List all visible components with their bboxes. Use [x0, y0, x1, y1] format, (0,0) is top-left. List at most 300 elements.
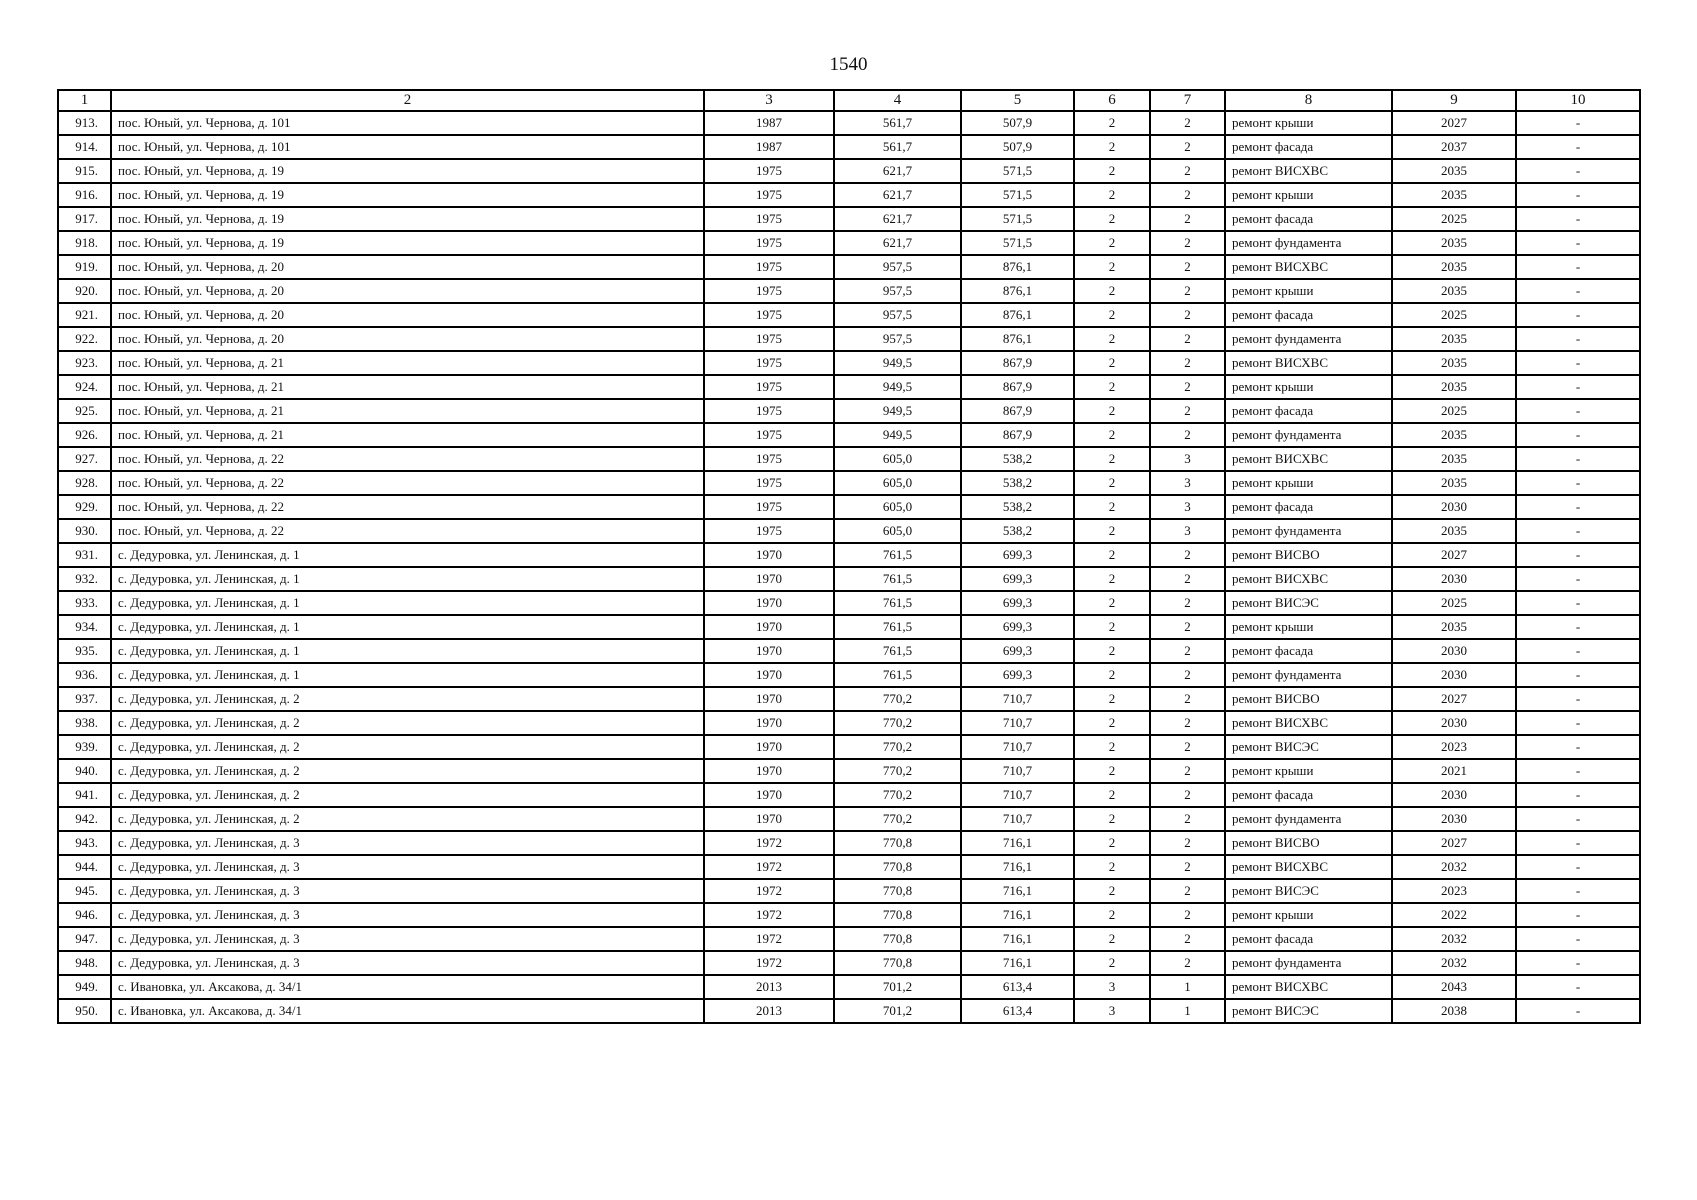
table-cell-col-9: 2035 — [1392, 327, 1516, 351]
table-cell-col-7: 2 — [1150, 543, 1225, 567]
table-cell-col-9: 2035 — [1392, 615, 1516, 639]
table-cell-col-10: - — [1516, 999, 1640, 1023]
table-cell-col-10: - — [1516, 327, 1640, 351]
table-cell-col-1: 921. — [58, 303, 111, 327]
table-cell-col-1: 949. — [58, 975, 111, 999]
table-cell-col-1: 944. — [58, 855, 111, 879]
table-cell-col-2: пос. Юный, ул. Чернова, д. 101 — [111, 111, 704, 135]
table-cell-col-6: 2 — [1074, 399, 1150, 423]
table-cell-col-1: 932. — [58, 567, 111, 591]
table-cell-col-1: 920. — [58, 279, 111, 303]
table-cell-col-7: 2 — [1150, 351, 1225, 375]
table-cell-col-10: - — [1516, 735, 1640, 759]
table-cell-col-9: 2035 — [1392, 231, 1516, 255]
table-cell-col-7: 2 — [1150, 135, 1225, 159]
table-cell-col-9: 2035 — [1392, 471, 1516, 495]
table-cell-col-5: 710,7 — [961, 711, 1074, 735]
table-cell-col-5: 699,3 — [961, 567, 1074, 591]
table-cell-col-5: 507,9 — [961, 111, 1074, 135]
table-row — [58, 231, 1640, 255]
table-cell-col-1: 941. — [58, 783, 111, 807]
table-cell-col-7: 2 — [1150, 111, 1225, 135]
table-cell-col-3: 1975 — [704, 471, 834, 495]
table-row — [58, 591, 1640, 615]
table-cell-col-3: 2013 — [704, 999, 834, 1023]
table-cell-col-1: 923. — [58, 351, 111, 375]
table-cell-col-2: с. Дедуровка, ул. Ленинская, д. 1 — [111, 591, 704, 615]
table-cell-col-8: ремонт ВИСЭС — [1225, 591, 1392, 615]
table-cell-col-2: пос. Юный, ул. Чернова, д. 22 — [111, 495, 704, 519]
table-cell-col-3: 1975 — [704, 519, 834, 543]
table-cell-col-9: 2035 — [1392, 519, 1516, 543]
table-cell-col-9: 2025 — [1392, 303, 1516, 327]
table-cell-col-5: 867,9 — [961, 375, 1074, 399]
table-cell-col-2: пос. Юный, ул. Чернова, д. 21 — [111, 399, 704, 423]
table-cell-col-6: 2 — [1074, 807, 1150, 831]
table-cell-col-5: 716,1 — [961, 951, 1074, 975]
table-cell-col-7: 2 — [1150, 567, 1225, 591]
table-cell-col-3: 1975 — [704, 375, 834, 399]
table-cell-col-2: с. Дедуровка, ул. Ленинская, д. 2 — [111, 783, 704, 807]
table-cell-col-1: 950. — [58, 999, 111, 1023]
table-cell-col-4: 761,5 — [834, 663, 961, 687]
table-cell-col-7: 3 — [1150, 495, 1225, 519]
table-cell-col-4: 770,8 — [834, 855, 961, 879]
table-cell-col-6: 2 — [1074, 375, 1150, 399]
table-cell-col-6: 2 — [1074, 663, 1150, 687]
table-cell-col-10: - — [1516, 279, 1640, 303]
table-cell-col-1: 937. — [58, 687, 111, 711]
table-cell-col-8: ремонт фасада — [1225, 207, 1392, 231]
table-cell-col-2: пос. Юный, ул. Чернова, д. 19 — [111, 231, 704, 255]
table-cell-col-6: 2 — [1074, 183, 1150, 207]
table-cell-col-8: ремонт фундамента — [1225, 951, 1392, 975]
table-cell-col-7: 2 — [1150, 615, 1225, 639]
table-cell-col-8: ремонт фундамента — [1225, 423, 1392, 447]
table-cell-col-2: пос. Юный, ул. Чернова, д. 19 — [111, 183, 704, 207]
table-cell-col-3: 1975 — [704, 423, 834, 447]
table-cell-col-8: ремонт фасада — [1225, 135, 1392, 159]
table-cell-col-6: 2 — [1074, 423, 1150, 447]
table-cell-col-3: 1975 — [704, 447, 834, 471]
column-header-7: 7 — [1150, 90, 1225, 111]
table-row — [58, 327, 1640, 351]
table-cell-col-10: - — [1516, 135, 1640, 159]
column-header-4: 4 — [834, 90, 961, 111]
table-cell-col-8: ремонт ВИСХВС — [1225, 855, 1392, 879]
table-cell-col-7: 3 — [1150, 447, 1225, 471]
table-cell-col-7: 2 — [1150, 231, 1225, 255]
table-cell-col-8: ремонт крыши — [1225, 111, 1392, 135]
table-cell-col-3: 1970 — [704, 591, 834, 615]
table-cell-col-7: 2 — [1150, 159, 1225, 183]
column-header-8: 8 — [1225, 90, 1392, 111]
table-cell-col-2: с. Дедуровка, ул. Ленинская, д. 2 — [111, 687, 704, 711]
table-cell-col-1: 914. — [58, 135, 111, 159]
table-cell-col-3: 1975 — [704, 399, 834, 423]
table-cell-col-7: 2 — [1150, 927, 1225, 951]
table-cell-col-5: 538,2 — [961, 495, 1074, 519]
table-cell-col-8: ремонт фундамента — [1225, 519, 1392, 543]
table-cell-col-5: 716,1 — [961, 927, 1074, 951]
table-cell-col-9: 2030 — [1392, 567, 1516, 591]
table-cell-col-4: 957,5 — [834, 303, 961, 327]
table-cell-col-3: 1970 — [704, 543, 834, 567]
table-cell-col-1: 919. — [58, 255, 111, 279]
table-cell-col-5: 867,9 — [961, 399, 1074, 423]
table-cell-col-5: 507,9 — [961, 135, 1074, 159]
table-cell-col-5: 571,5 — [961, 231, 1074, 255]
table-cell-col-9: 2021 — [1392, 759, 1516, 783]
table-cell-col-6: 2 — [1074, 687, 1150, 711]
table-cell-col-10: - — [1516, 807, 1640, 831]
table-cell-col-10: - — [1516, 231, 1640, 255]
table-cell-col-5: 538,2 — [961, 519, 1074, 543]
table-cell-col-5: 571,5 — [961, 159, 1074, 183]
table-cell-col-7: 2 — [1150, 591, 1225, 615]
table-cell-col-6: 2 — [1074, 447, 1150, 471]
table-cell-col-5: 699,3 — [961, 663, 1074, 687]
table-cell-col-9: 2035 — [1392, 183, 1516, 207]
table-cell-col-5: 876,1 — [961, 327, 1074, 351]
table-cell-col-1: 913. — [58, 111, 111, 135]
table-cell-col-2: пос. Юный, ул. Чернова, д. 20 — [111, 255, 704, 279]
table-cell-col-4: 761,5 — [834, 615, 961, 639]
table-cell-col-10: - — [1516, 399, 1640, 423]
table-cell-col-7: 2 — [1150, 327, 1225, 351]
table-row — [58, 255, 1640, 279]
table-cell-col-10: - — [1516, 927, 1640, 951]
table-cell-col-6: 2 — [1074, 879, 1150, 903]
table-row — [58, 999, 1640, 1023]
table-cell-col-10: - — [1516, 711, 1640, 735]
table-cell-col-9: 2022 — [1392, 903, 1516, 927]
table-cell-col-4: 949,5 — [834, 423, 961, 447]
table-cell-col-2: с. Дедуровка, ул. Ленинская, д. 3 — [111, 879, 704, 903]
table-cell-col-3: 1972 — [704, 951, 834, 975]
table-cell-col-10: - — [1516, 423, 1640, 447]
table-cell-col-10: - — [1516, 639, 1640, 663]
table-cell-col-4: 949,5 — [834, 399, 961, 423]
table-cell-col-7: 2 — [1150, 831, 1225, 855]
column-header-1: 1 — [58, 90, 111, 111]
table-cell-col-1: 946. — [58, 903, 111, 927]
table-row — [58, 567, 1640, 591]
table-cell-col-10: - — [1516, 303, 1640, 327]
table-cell-col-1: 939. — [58, 735, 111, 759]
table-row — [58, 759, 1640, 783]
table-cell-col-2: пос. Юный, ул. Чернова, д. 19 — [111, 207, 704, 231]
table-cell-col-4: 770,2 — [834, 735, 961, 759]
table-cell-col-5: 867,9 — [961, 423, 1074, 447]
table-cell-col-8: ремонт фасада — [1225, 495, 1392, 519]
table-row — [58, 519, 1640, 543]
table-row — [58, 423, 1640, 447]
table-cell-col-7: 2 — [1150, 423, 1225, 447]
table-cell-col-3: 1987 — [704, 135, 834, 159]
table-cell-col-8: ремонт крыши — [1225, 279, 1392, 303]
table-cell-col-1: 929. — [58, 495, 111, 519]
table-header — [58, 90, 1640, 111]
table-cell-col-5: 876,1 — [961, 303, 1074, 327]
table-cell-col-3: 1975 — [704, 495, 834, 519]
table-cell-col-3: 1970 — [704, 783, 834, 807]
table-cell-col-4: 621,7 — [834, 207, 961, 231]
table-cell-col-9: 2030 — [1392, 783, 1516, 807]
table-cell-col-10: - — [1516, 447, 1640, 471]
table-cell-col-4: 770,2 — [834, 759, 961, 783]
table-row — [58, 855, 1640, 879]
table-cell-col-9: 2037 — [1392, 135, 1516, 159]
table-row — [58, 159, 1640, 183]
table-row — [58, 351, 1640, 375]
table-cell-col-1: 927. — [58, 447, 111, 471]
table-cell-col-6: 2 — [1074, 783, 1150, 807]
table-cell-col-2: с. Дедуровка, ул. Ленинская, д. 2 — [111, 735, 704, 759]
table-cell-col-4: 957,5 — [834, 327, 961, 351]
table-cell-col-5: 876,1 — [961, 279, 1074, 303]
table-row — [58, 735, 1640, 759]
table-cell-col-4: 770,8 — [834, 951, 961, 975]
table-cell-col-7: 2 — [1150, 711, 1225, 735]
table-cell-col-10: - — [1516, 111, 1640, 135]
table-cell-col-2: с. Дедуровка, ул. Ленинская, д. 3 — [111, 831, 704, 855]
table-cell-col-6: 2 — [1074, 711, 1150, 735]
table-cell-col-10: - — [1516, 975, 1640, 999]
table-cell-col-1: 942. — [58, 807, 111, 831]
table-cell-col-8: ремонт крыши — [1225, 615, 1392, 639]
table-cell-col-7: 2 — [1150, 879, 1225, 903]
table-cell-col-6: 2 — [1074, 735, 1150, 759]
column-header-2: 2 — [111, 90, 704, 111]
table-cell-col-3: 1975 — [704, 327, 834, 351]
table-cell-col-9: 2035 — [1392, 375, 1516, 399]
table-cell-col-6: 2 — [1074, 567, 1150, 591]
table-cell-col-4: 770,8 — [834, 831, 961, 855]
table-cell-col-2: с. Дедуровка, ул. Ленинская, д. 1 — [111, 567, 704, 591]
table-cell-col-1: 931. — [58, 543, 111, 567]
table-cell-col-6: 2 — [1074, 927, 1150, 951]
table-cell-col-2: с. Ивановка, ул. Аксакова, д. 34/1 — [111, 999, 704, 1023]
table-cell-col-10: - — [1516, 687, 1640, 711]
table-cell-col-6: 2 — [1074, 639, 1150, 663]
table-cell-col-5: 613,4 — [961, 975, 1074, 999]
table-cell-col-4: 761,5 — [834, 591, 961, 615]
table-cell-col-6: 2 — [1074, 855, 1150, 879]
table-cell-col-4: 770,2 — [834, 807, 961, 831]
table-cell-col-6: 2 — [1074, 327, 1150, 351]
table-cell-col-2: пос. Юный, ул. Чернова, д. 20 — [111, 327, 704, 351]
table-cell-col-3: 1987 — [704, 111, 834, 135]
table-cell-col-1: 925. — [58, 399, 111, 423]
table-cell-col-5: 716,1 — [961, 879, 1074, 903]
table-cell-col-8: ремонт ВИСХВС — [1225, 255, 1392, 279]
table-cell-col-4: 761,5 — [834, 639, 961, 663]
table-cell-col-7: 1 — [1150, 975, 1225, 999]
table-cell-col-7: 2 — [1150, 399, 1225, 423]
table-cell-col-6: 2 — [1074, 303, 1150, 327]
table-cell-col-2: пос. Юный, ул. Чернова, д. 21 — [111, 351, 704, 375]
table-cell-col-5: 538,2 — [961, 471, 1074, 495]
table-cell-col-8: ремонт ВИСЭС — [1225, 999, 1392, 1023]
table-cell-col-1: 930. — [58, 519, 111, 543]
table-cell-col-2: с. Дедуровка, ул. Ленинская, д. 3 — [111, 951, 704, 975]
table-cell-col-5: 699,3 — [961, 639, 1074, 663]
table-cell-col-7: 2 — [1150, 759, 1225, 783]
table-cell-col-4: 561,7 — [834, 111, 961, 135]
table-cell-col-1: 943. — [58, 831, 111, 855]
table-cell-col-9: 2032 — [1392, 927, 1516, 951]
table-cell-col-1: 945. — [58, 879, 111, 903]
table-cell-col-7: 2 — [1150, 855, 1225, 879]
table-cell-col-5: 710,7 — [961, 759, 1074, 783]
table-cell-col-2: пос. Юный, ул. Чернова, д. 21 — [111, 423, 704, 447]
table-cell-col-4: 605,0 — [834, 447, 961, 471]
table-cell-col-10: - — [1516, 591, 1640, 615]
table-cell-col-4: 957,5 — [834, 279, 961, 303]
table-cell-col-5: 716,1 — [961, 831, 1074, 855]
table-cell-col-4: 605,0 — [834, 519, 961, 543]
table-cell-col-2: с. Дедуровка, ул. Ленинская, д. 3 — [111, 927, 704, 951]
table-cell-col-10: - — [1516, 255, 1640, 279]
table-cell-col-5: 876,1 — [961, 255, 1074, 279]
table-cell-col-1: 916. — [58, 183, 111, 207]
table-cell-col-6: 2 — [1074, 351, 1150, 375]
table-cell-col-7: 2 — [1150, 639, 1225, 663]
table-cell-col-9: 2030 — [1392, 807, 1516, 831]
table-cell-col-10: - — [1516, 159, 1640, 183]
table-cell-col-7: 2 — [1150, 903, 1225, 927]
table-cell-col-5: 867,9 — [961, 351, 1074, 375]
table-cell-col-2: пос. Юный, ул. Чернова, д. 20 — [111, 303, 704, 327]
table-cell-col-9: 2030 — [1392, 663, 1516, 687]
table-cell-col-4: 561,7 — [834, 135, 961, 159]
table-cell-col-9: 2025 — [1392, 399, 1516, 423]
table-cell-col-6: 2 — [1074, 159, 1150, 183]
table-cell-col-7: 2 — [1150, 951, 1225, 975]
table-cell-col-9: 2032 — [1392, 855, 1516, 879]
table-cell-col-10: - — [1516, 903, 1640, 927]
table-row — [58, 375, 1640, 399]
table-cell-col-8: ремонт крыши — [1225, 471, 1392, 495]
table-cell-col-3: 1970 — [704, 663, 834, 687]
table-cell-col-3: 1970 — [704, 711, 834, 735]
table-cell-col-4: 770,8 — [834, 927, 961, 951]
table-cell-col-10: - — [1516, 351, 1640, 375]
table-cell-col-10: - — [1516, 951, 1640, 975]
register-table — [57, 89, 1641, 1024]
table-cell-col-2: с. Дедуровка, ул. Ленинская, д. 2 — [111, 807, 704, 831]
table-cell-col-2: с. Дедуровка, ул. Ленинская, д. 1 — [111, 663, 704, 687]
table-cell-col-3: 1970 — [704, 687, 834, 711]
table-cell-col-3: 1975 — [704, 231, 834, 255]
table-cell-col-8: ремонт ВИСВО — [1225, 831, 1392, 855]
table-cell-col-6: 2 — [1074, 111, 1150, 135]
table-cell-col-6: 2 — [1074, 495, 1150, 519]
table-cell-col-7: 2 — [1150, 279, 1225, 303]
table-cell-col-3: 1970 — [704, 759, 834, 783]
table-cell-col-1: 948. — [58, 951, 111, 975]
table-cell-col-5: 571,5 — [961, 183, 1074, 207]
table-cell-col-8: ремонт ВИСХВС — [1225, 447, 1392, 471]
table-cell-col-2: с. Дедуровка, ул. Ленинская, д. 1 — [111, 639, 704, 663]
table-cell-col-5: 710,7 — [961, 783, 1074, 807]
table-row — [58, 447, 1640, 471]
table-cell-col-5: 710,7 — [961, 687, 1074, 711]
table-cell-col-8: ремонт ВИСЭС — [1225, 879, 1392, 903]
table-cell-col-7: 2 — [1150, 375, 1225, 399]
table-cell-col-9: 2023 — [1392, 879, 1516, 903]
table-row — [58, 399, 1640, 423]
table-cell-col-8: ремонт фасада — [1225, 783, 1392, 807]
table-cell-col-3: 1975 — [704, 207, 834, 231]
table-cell-col-1: 947. — [58, 927, 111, 951]
table-cell-col-6: 3 — [1074, 975, 1150, 999]
table-cell-col-3: 1972 — [704, 927, 834, 951]
table-cell-col-5: 538,2 — [961, 447, 1074, 471]
table-cell-col-8: ремонт фундамента — [1225, 663, 1392, 687]
table-row — [58, 711, 1640, 735]
column-header-5: 5 — [961, 90, 1074, 111]
table-cell-col-8: ремонт ВИСВО — [1225, 543, 1392, 567]
table-cell-col-4: 701,2 — [834, 975, 961, 999]
table-cell-col-8: ремонт фасада — [1225, 303, 1392, 327]
table-cell-col-4: 701,2 — [834, 999, 961, 1023]
table-cell-col-3: 1970 — [704, 807, 834, 831]
table-cell-col-5: 613,4 — [961, 999, 1074, 1023]
table-row — [58, 279, 1640, 303]
table-cell-col-1: 926. — [58, 423, 111, 447]
table-cell-col-4: 621,7 — [834, 231, 961, 255]
table-cell-col-6: 2 — [1074, 255, 1150, 279]
table-cell-col-4: 761,5 — [834, 567, 961, 591]
table-cell-col-8: ремонт фасада — [1225, 639, 1392, 663]
table-cell-col-8: ремонт крыши — [1225, 759, 1392, 783]
table-cell-col-4: 770,8 — [834, 879, 961, 903]
table-cell-col-3: 1972 — [704, 903, 834, 927]
table-cell-col-2: с. Дедуровка, ул. Ленинская, д. 2 — [111, 759, 704, 783]
table-cell-col-7: 2 — [1150, 783, 1225, 807]
table-cell-col-5: 571,5 — [961, 207, 1074, 231]
table-cell-col-8: ремонт ВИСХВС — [1225, 351, 1392, 375]
table-cell-col-7: 2 — [1150, 735, 1225, 759]
table-cell-col-7: 2 — [1150, 255, 1225, 279]
table-cell-col-6: 2 — [1074, 759, 1150, 783]
table-cell-col-8: ремонт крыши — [1225, 375, 1392, 399]
table-cell-col-7: 2 — [1150, 807, 1225, 831]
table-body — [58, 111, 1640, 1023]
table-cell-col-4: 770,8 — [834, 903, 961, 927]
table-cell-col-8: ремонт фасада — [1225, 399, 1392, 423]
table-cell-col-7: 2 — [1150, 687, 1225, 711]
table-cell-col-2: с. Ивановка, ул. Аксакова, д. 34/1 — [111, 975, 704, 999]
table-cell-col-9: 2035 — [1392, 447, 1516, 471]
table-cell-col-3: 1970 — [704, 735, 834, 759]
table-cell-col-10: - — [1516, 615, 1640, 639]
table-cell-col-7: 2 — [1150, 183, 1225, 207]
table-cell-col-5: 710,7 — [961, 807, 1074, 831]
table-cell-col-2: с. Дедуровка, ул. Ленинская, д. 3 — [111, 855, 704, 879]
table-row — [58, 495, 1640, 519]
table-cell-col-7: 1 — [1150, 999, 1225, 1023]
table-cell-col-8: ремонт фундамента — [1225, 807, 1392, 831]
table-cell-col-9: 2030 — [1392, 711, 1516, 735]
table-cell-col-7: 3 — [1150, 471, 1225, 495]
table-cell-col-6: 2 — [1074, 471, 1150, 495]
column-header-3: 3 — [704, 90, 834, 111]
table-cell-col-9: 2043 — [1392, 975, 1516, 999]
table-cell-col-9: 2027 — [1392, 831, 1516, 855]
